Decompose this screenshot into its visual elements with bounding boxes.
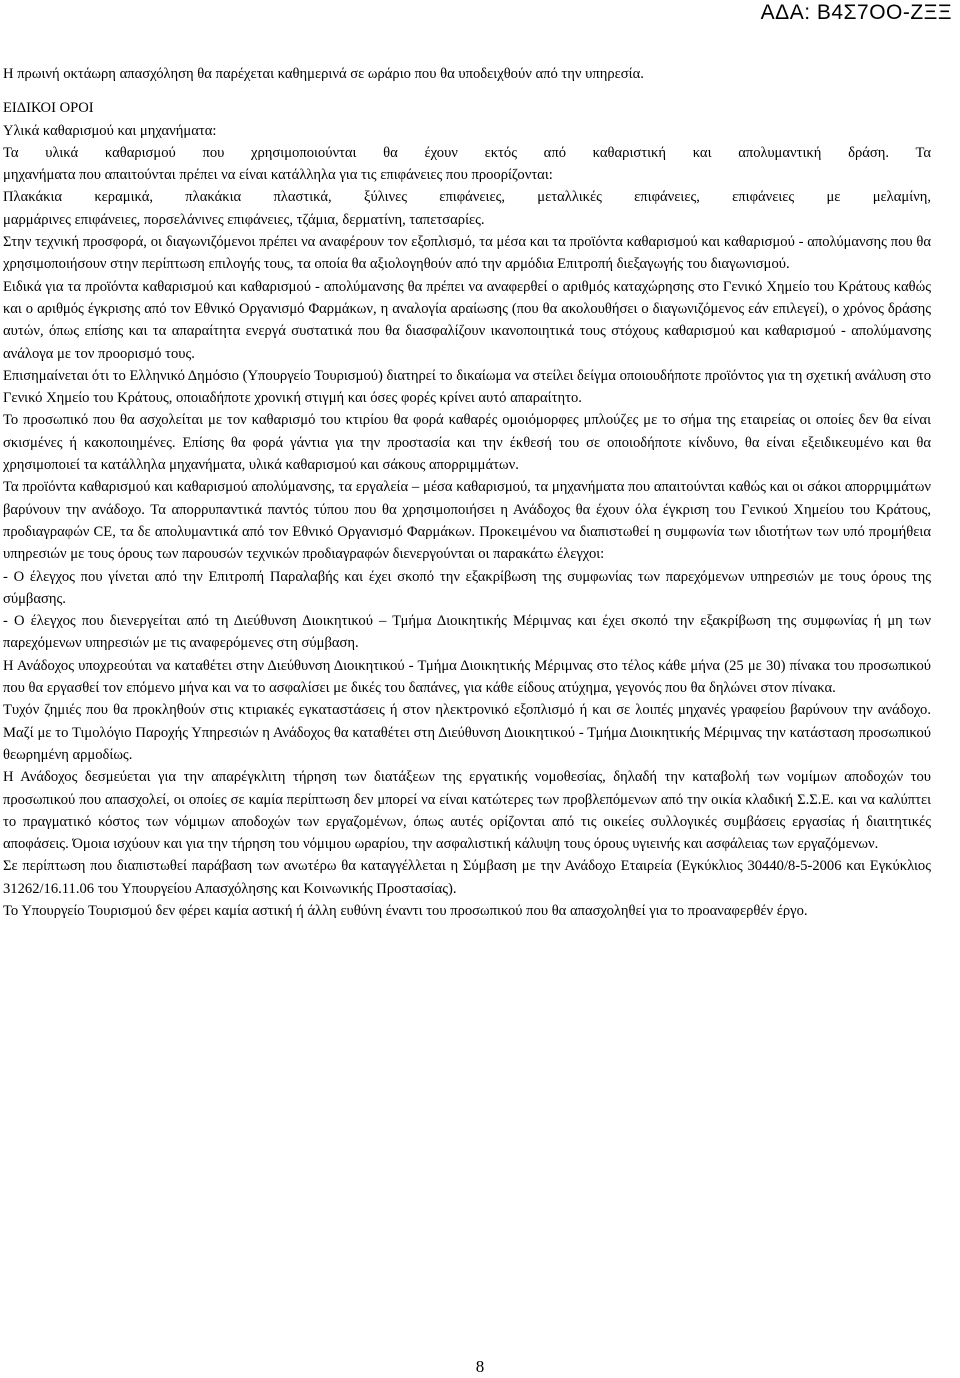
labour-law-paragraph: Η Ανάδοχος δεσμεύεται για την απαρέγκλιτη τήρηση των διατάξεων της εργατικής νομοθεσίας, δηλαδή την καταβολή των νομίμων αποδοχών του προσωπικού που απασχολεί, οι οποίες σε καμία περίπτωση δεν μπορεί να είναι κατώτερες των προβλεπόμενων από την οικία κλαδική Σ.Σ.Ε. και να καλύπτει το πραγματικό κόστος των νόμιμων αποδοχών των εργαζομένων, όπως αυτές ορίζονται από τις οικείες συλλογικές συμβάσεις εργασίας ή διαιτητικές αποφάσεις. Όμοια ισχύουν και για την τήρηση του νόμιμου ωραρίου, την ασφαλιστική κάλυψη τους όρους υγιεινής και ασφάλειας των εργαζόμενων. — [3, 769, 931, 853]
page-number: 8 — [475, 1357, 485, 1376]
damages-paragraph: Τυχόν ζημιές που θα προκληθούν στις κτιριακές εγκαταστάσεις ή στον ηλεκτρονικό εξοπλισμό ή και σε λοιπές μηχανές γραφείου βαρύνουν την ανάδοχο. Μαζί με το Τιμολόγιο Παροχής Υπηρεσιών η Ανάδοχος θα καταθέτει στη Διεύθυνση Διοικητικού - Τμήμα Διοικητικής Μέριμνας την κατάσταση προσωπικού θεωρημένη αρμοδίως. — [3, 702, 931, 763]
staff-uniform-paragraph: Το προσωπικό που θα ασχολείται με τον καθαρισμό του κτιρίου θα φορά καθαρές ομοιόμορφες μπλούζες με το σήμα της εταιρείας οι οποίες δεν θα είναι σκισμένες ή κακοποιημένες. Επίσης θα φορά γάντια για την προστασία και την έκθεσή του σε οποιοδήποτε κίνδυνο, θα είναι εξειδικευμένο και θα χρησιμοποιεί τα κατάλληλα μηχανήματα, υλικά καθαρισμού και σάκους απορριμμάτων. — [3, 412, 931, 474]
document-body — [3, 63, 931, 922]
materials-line-1: Τα υλικά καθαρισμού που χρησιμοποιούνται θα έχουν εκτός από καθαριστική και απολυμαντική δράση. Τα — [3, 144, 931, 161]
cleaning-products-paragraph: Ειδικά για τα προϊόντα καθαρισμού και καθαρισμού - απολύμανσης θα πρέπει να αναφερθεί ο αριθμός καταχώρησης στο Γενικό Χημείο του Κράτους καθώς και ο αριθμός έγκρισης από τον Εθνικό Οργανισμό Φαρμάκων, η αναλογία αραίωσης (που θα ακολουθήσει ο διαγωνιζόμενος εάν επιλεγεί), ο χρόνος δράσης αυτών, όπως επίσης και τα απαραίτητα ενεργά συστατικά που θα διασφαλίζουν ικανοποιητικά τους στόχους καθαρισμού και καθαρισμού - απολύμανσης ανάλογα με τον προορισμό τους. — [3, 278, 931, 362]
contractor-supplies-paragraph: Τα προϊόντα καθαρισμού και καθαρισμού απολύμανσης, τα εργαλεία – μέσα καθαρισμού, τα μηχανήματα που απαιτούνται καθώς και οι σάκοι απορριμμάτων βαρύνουν την ανάδοχο. Τα απορρυπαντικά παντός τύπου που θα χρησιμοποιήσει η Ανάδοχος θα έχουν όλα έγκριση του Γενικού Χημείου του Κράτους, προδιαγραφών CE, τα δε απολυμαντικά από τον Εθνικό Οργανισμό Φαρμάκων. Προκειμένου να διαπιστωθεί η συμφωνία των ιδιοτήτων των υπό προμήθεια υπηρεσιών με τους όρους των παρουσών τεχνικών προδιαγραφών διενεργούνται οι παρακάτω έλεγχοι: — [3, 479, 931, 563]
spacer — [3, 85, 931, 97]
directorate-check-item: - Ο έλεγχος που διενεργείται από τη Διεύθυνση Διοικητικού – Τμήμα Διοικητικής Μέριμνας και έχει σκοπό την εξακρίβωση της συμφωνίας ή μη των παρεχόμενων υπηρεσιών με τις αναφερόμενες στη σύμβαση. — [3, 613, 931, 652]
liability-paragraph: Το Υπουργείο Τουρισμού δεν φέρει καμία αστική ή άλλη ευθύνη έναντι του προσωπικού που θα απασχοληθεί για το προαναφερθέν έργο. — [3, 902, 808, 919]
sample-right-paragraph: Επισημαίνεται ότι το Ελληνικό Δημόσιο (Υπουργείο Τουρισμού) διατηρεί το δικαίωμα να στείλει δείγμα οποιουδήποτε προϊόντος για τη σχετική ανάλυση στο Γενικό Χημείο του Κράτους, οποιαδήποτε χρονική στιγμή και όσες φορές κρίνει αυτό απαραίτητο. — [3, 367, 931, 407]
materials-line-2: μηχανήματα που απαιτούνται πρέπει να είναι κατάλληλα για τις επιφάνειες που προορίζονται: — [3, 167, 553, 184]
materials-line-3: Πλακάκια κεραμικά, πλακάκια πλαστικά, ξύλινες επιφάνειες, μεταλλικές επιφάνειες, επιφάνειες με μελαμίνη, — [3, 189, 931, 206]
termination-paragraph: Σε περίπτωση που διαπιστωθεί παράβαση των ανωτέρω θα καταγγέλλεται η Σύμβαση με την Ανάδοχο Εταιρεία (Εγκύκλιος 30440/8-5-2006 και Εγκύκλιος 31262/16.11.06 του Υπουργείου Απασχόλησης και Κοινωνικής Προστασίας). — [3, 858, 931, 897]
intro-paragraph: Η πρωινή οκτάωρη απασχόληση θα παρέχεται καθημερινά σε ωράριο που θα υποδειχθούν από την υπηρεσία. — [3, 66, 644, 82]
technical-offer-paragraph: Στην τεχνική προσφορά, οι διαγωνιζόμενοι πρέπει να αναφέρουν τον εξοπλισμό, τα μέσα και τα προϊόντα καθαρισμού και καθαρισμού - απολύμανσης που θα χρησιμοποιήσουν στην περίπτωση επιλογής τους, τα οποία θα αξιολογηθούν από την αρμόδια Επιτροπή διεξαγωγής του διαγωνισμού. — [3, 234, 931, 273]
ada-identifier: ΑΔΑ: Β4Σ7ΟΟ-ΖΞΞ — [760, 1, 952, 24]
committee-check-item: - Ο έλεγχος που γίνεται από την Επιτροπή Παραλαβής και έχει σκοπό την εξακρίβωση της συμφωνίας των παρεχόμενων υπηρεσιών με τους όρους της σύμβασης. — [3, 568, 931, 607]
special-terms-heading: ΕΙΔΙΚΟΙ ΟΡΟΙ — [3, 100, 94, 117]
materials-heading: Υλικά καθαρισμού και μηχανήματα: — [3, 122, 217, 139]
materials-line-4: μαρμάρινες επιφάνειες, πορσελάνινες επιφάνειες, τζάμια, δερματίνη, ταπετσαρίες. — [3, 211, 485, 228]
monthly-staff-table-paragraph: Η Ανάδοχος υποχρεούται να καταθέτει στην Διεύθυνση Διοικητικού - Τμήμα Διοικητικής Μέριμνας στο τέλος κάθε μήνα (25 με 30) πίνακα του προσωπικού που θα εργασθεί τον επόμενο μήνα και να το ασφαλίσει με δικές του δαπάνες, για κάθε είδους ατύχημα, γεγονός που θα δηλώνει στον πίνακα. — [3, 657, 931, 697]
